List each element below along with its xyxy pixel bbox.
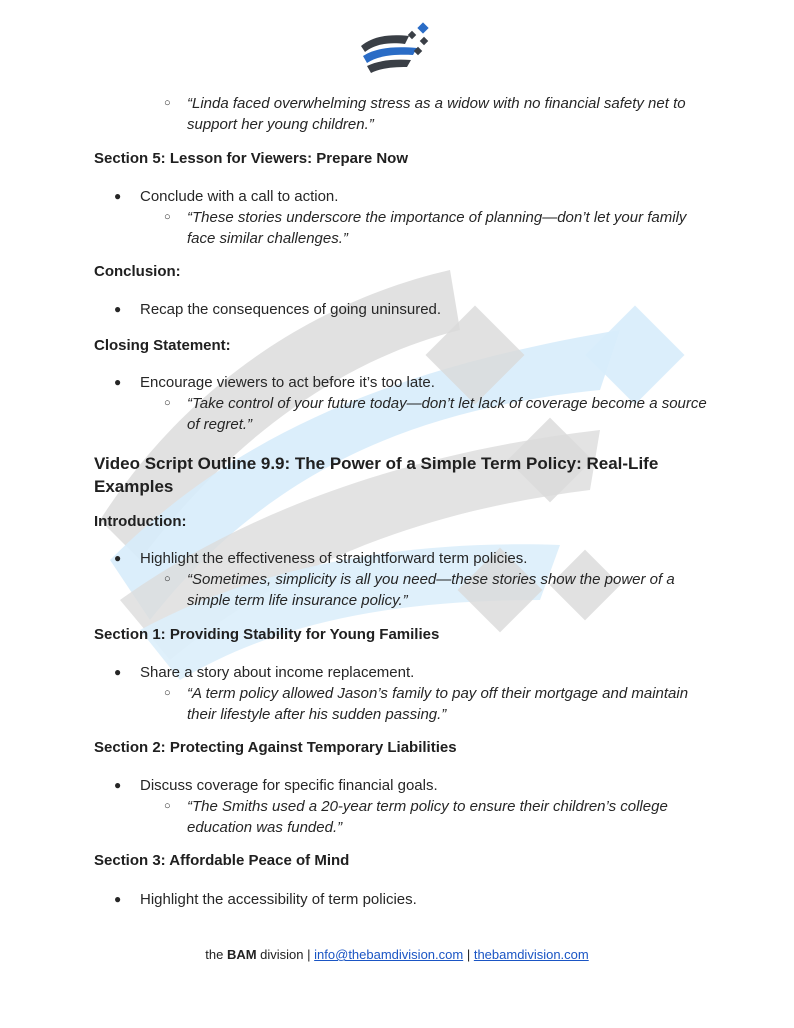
footer-website-link[interactable]: thebamdivision.com (473, 947, 589, 962)
bullet-icon: ● (114, 551, 122, 565)
footer-brand: BAM (226, 947, 257, 962)
section-2-heading: Section 2: Protecting Against Temporary Liabilities (94, 739, 457, 756)
section-5-heading: Section 5: Lesson for Viewers: Prepare Now (94, 150, 408, 167)
section-3-heading: Section 3: Affordable Peace of Mind (94, 852, 350, 869)
introduction-heading: Introduction: (94, 513, 187, 530)
bam-division-logo-icon (359, 22, 435, 74)
footer-email-link[interactable]: info@thebamdivision.com (314, 947, 464, 962)
bullet-icon: ● (114, 665, 122, 679)
closing-heading: Closing Statement: (94, 337, 231, 354)
bullet-icon: ● (114, 189, 122, 203)
sub-bullet-icon: ○ (164, 97, 171, 109)
sub-bullet-icon: ○ (164, 800, 171, 812)
sub-bullet-icon: ○ (164, 687, 171, 699)
bullet-icon: ● (114, 892, 122, 906)
bullet-icon: ● (114, 375, 122, 389)
page-footer (0, 947, 794, 962)
sub-bullet-icon: ○ (164, 397, 171, 409)
section-1-heading: Section 1: Providing Stability for Young Families (94, 626, 440, 643)
conclusion-heading: Conclusion: (94, 263, 181, 280)
bullet-icon: ● (114, 302, 122, 316)
footer-separator: | (466, 947, 471, 962)
footer-suffix: division (256, 947, 304, 962)
footer-separator: | (307, 947, 311, 962)
sub-bullet-icon: ○ (164, 573, 171, 585)
bullet-icon: ● (114, 778, 122, 792)
sub-bullet-icon: ○ (164, 211, 171, 223)
outline-title: Video Script Outline 9.9: The Power of a Simple Term Policy: Real-Life Examples (94, 454, 659, 496)
footer-prefix: the (205, 947, 227, 962)
watermark-square-2 (586, 306, 685, 405)
